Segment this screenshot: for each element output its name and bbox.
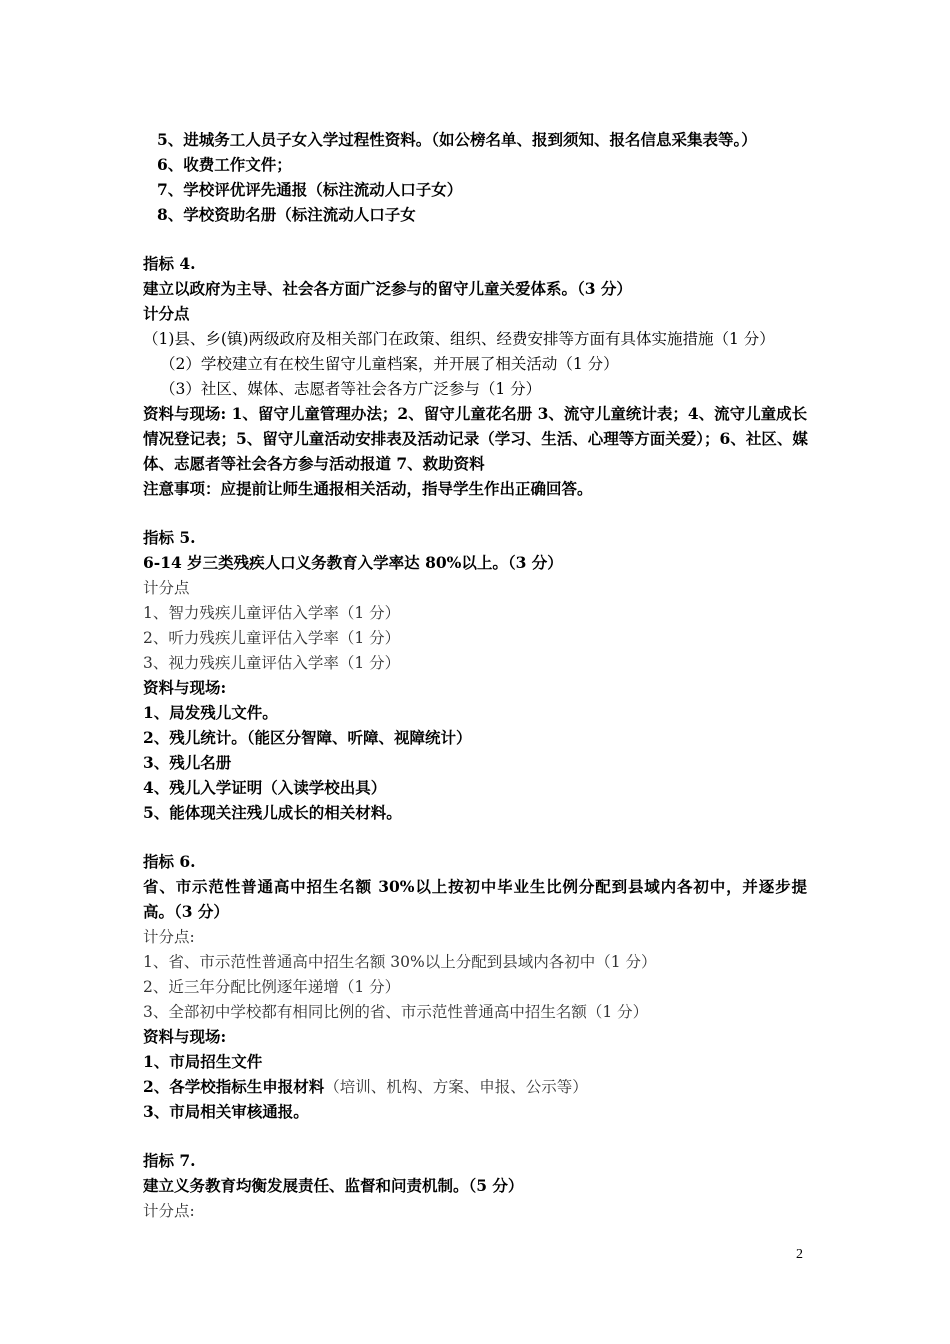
indicator4-point-1: （1)县、乡(镇)两级政府及相关部门在政策、组织、经费安排等方面有具体实施措施（1 分） [143,330,775,348]
indicator7-points-label: 计分点: [143,1202,195,1220]
indicator5-materials-label: 资料与现场: [143,678,227,697]
list-item-8: 8、学校资助名册（标注流动人口子女 [157,205,416,224]
indicator5-material-5: 5、能体现关注残儿成长的相关材料。 [143,803,402,822]
indicator5-point-2: 2、听力残疾儿童评估入学率（1 分） [143,629,401,647]
indicator6-heading: 指标 6. [143,852,196,871]
list-item-5: 5、进城务工人员子女入学过程性资料。（如公榜名单、报到须知、报名信息采集表等。） [157,130,757,149]
indicator6-material-2-main: 2、各学校指标生申报材料 [143,1077,325,1096]
indicator5-point-1: 1、智力残疾儿童评估入学率（1 分） [143,604,401,622]
indicator6-title-line1: 省、市示范性普通高中招生名额 30%以上按初中毕业生比例分配到县域内各初中，并逐步提 [143,877,807,896]
indicator4-notes: 注意事项：应提前让师生通报相关活动，指导学生作出正确回答。 [143,479,593,498]
indicator5-material-3: 3、残儿名册 [143,753,232,772]
indicator4-heading: 指标 4. [143,254,196,273]
indicator5-point-3: 3、视力残疾儿童评估入学率（1 分） [143,654,401,672]
indicator4-points-label: 计分点 [143,304,190,323]
indicator6-points-label: 计分点: [143,928,195,946]
indicator5-material-2: 2、残儿统计。（能区分智障、听障、视障统计） [143,728,472,747]
page-number: 2 [796,1247,803,1262]
indicator4-materials-line3: 体、志愿者等社会各方参与活动报道 7、救助资料 [143,454,485,473]
indicator4-point-3: （3）社区、媒体、志愿者等社会各方广泛参与（1 分） [160,380,542,398]
indicator6-material-2 [143,1075,588,1099]
list-item-6: 6、收费工作文件； [157,155,292,174]
indicator6-material-1: 1、市局招生文件 [143,1052,263,1071]
indicator7-heading: 指标 7. [143,1151,196,1170]
indicator4-materials-line2: 情况登记表；5、留守儿童活动安排表及活动记录（学习、生活、心理等方面关爱）；6、社区、媒 [143,429,808,448]
indicator5-material-4: 4、残儿入学证明（入读学校出具） [143,778,387,797]
indicator6-material-2-suffix: （培训、机构、方案、申报、公示等） [324,1078,588,1096]
indicator6-point-1: 1、省、市示范性普通高中招生名额 30%以上分配到县域内各初中（1 分） [143,953,657,971]
indicator4-point-2: （2）学校建立有在校生留守儿童档案，并开展了相关活动（1 分） [160,355,619,373]
indicator5-material-1: 1、局发残儿文件。 [143,703,278,722]
indicator7-title: 建立义务教育均衡发展责任、监督和问责机制。（5 分） [143,1176,524,1195]
indicator6-point-3: 3、全部初中学校都有相同比例的省、市示范性普通高中招生名额（1 分） [143,1003,649,1021]
indicator6-material-3: 3、市局相关审核通报。 [143,1102,309,1121]
list-item-7: 7、学校评优评先通报（标注流动人口子女） [157,180,463,199]
indicator6-materials-label: 资料与现场: [143,1027,227,1046]
indicator5-heading: 指标 5. [143,528,196,547]
indicator6-title-line2: 高。（3 分） [143,902,229,921]
indicator5-points-label: 计分点 [143,579,190,597]
indicator4-title: 建立以政府为主导、社会各方面广泛参与的留守儿童关爱体系。（3 分） [143,279,632,298]
indicator6-point-2: 2、近三年分配比例逐年递增（1 分） [143,978,401,996]
indicator5-title: 6-14 岁三类残疾人口义务教育入学率达 80%以上。（3 分） [143,553,563,572]
indicator4-materials-line1: 资料与现场: 1、留守儿童管理办法；2、留守儿童花名册 3、流守儿童统计表；4、流守儿童成长 [143,404,808,423]
